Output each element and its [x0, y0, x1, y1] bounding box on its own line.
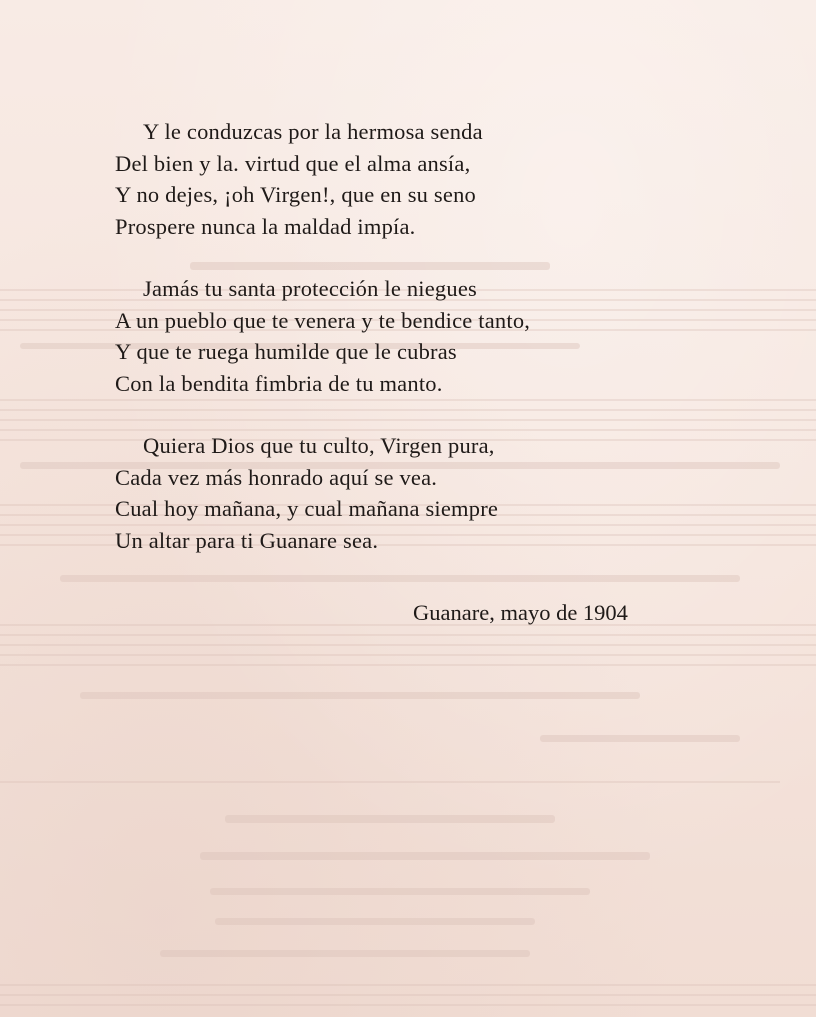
poem-line: Con la bendita fimbria de tu manto. — [115, 370, 443, 396]
poem-line: Jamás tu santa protección le niegues — [143, 276, 477, 301]
poem-line: Cada vez más honrado aquí se vea. — [115, 464, 438, 490]
poem-line: Un altar para ti Guanare sea. — [115, 527, 379, 553]
poem-line: Y no dejes, ¡oh Virgen!, que en su seno — [115, 182, 476, 207]
poem-line: Cual hoy mañana, y cual mañana siempre — [115, 496, 499, 521]
place-date-signature: Guanare, mayo de 1904 — [413, 600, 628, 625]
poem — [115, 116, 715, 587]
stanza-1 — [115, 116, 715, 242]
poem-line: Prospere nunca la maldad impía. — [115, 213, 416, 239]
poem-line: Del bien y la. virtud que el alma ansía, — [115, 150, 471, 176]
poem-line: A un pueblo que te venera y te bendice tanto, — [115, 307, 531, 333]
poem-line: Y le conduzcas por la hermosa senda — [143, 119, 483, 144]
stanza-3 — [115, 430, 715, 556]
stanza-2 — [115, 273, 715, 399]
poem-line: Y que te ruega humilde que le cubras — [115, 339, 457, 364]
poem-line: Quiera Dios que tu culto, Virgen pura, — [143, 433, 495, 458]
